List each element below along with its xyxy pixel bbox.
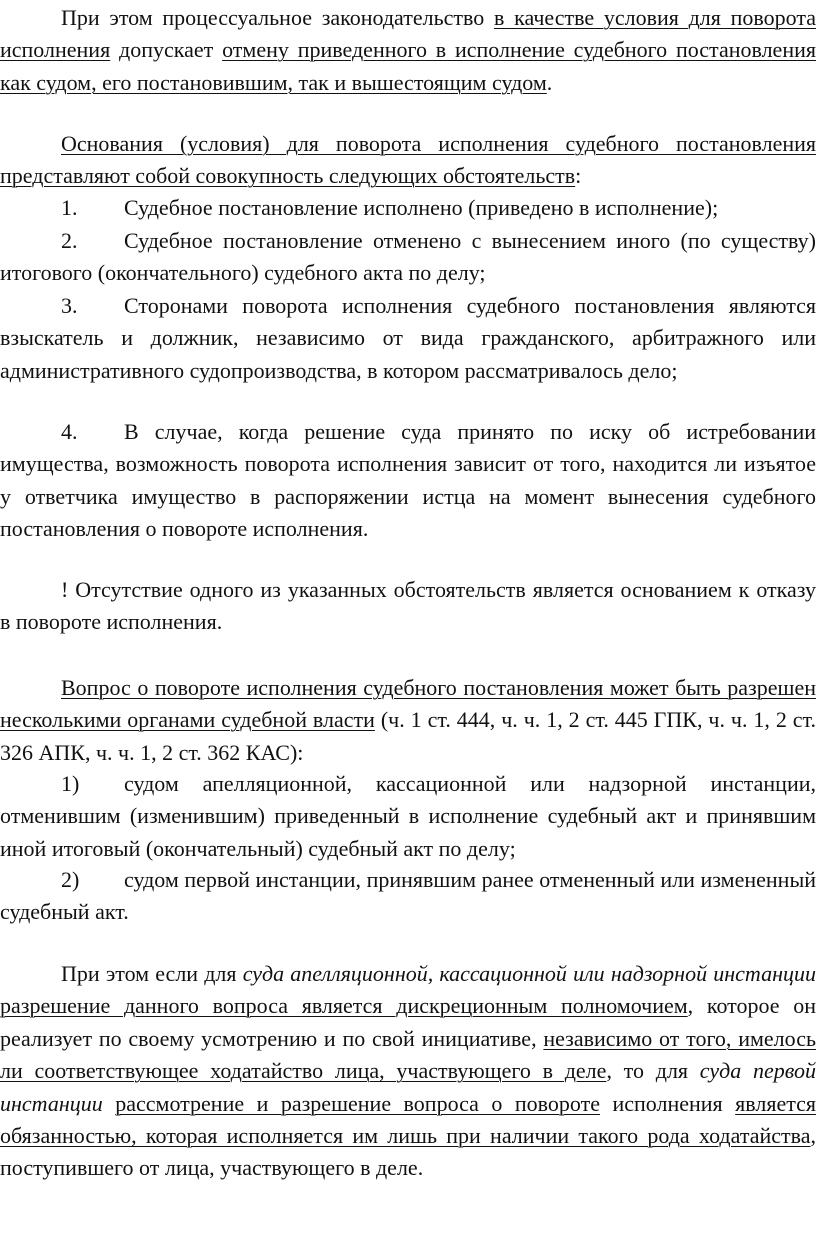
italic-text: суда первой инстанции — [0, 1058, 816, 1116]
list-item-text: Сторонами поворота исполнения судебного постановления являются взыскатель и должник, независимо от вида гражданского, арбитражного или административного судопроизводства, в котором рассматривалось дело; — [0, 293, 816, 383]
text-span: , которое он реализует по своему усмотрению и по свой инициативе, — [0, 993, 816, 1051]
list-item — [0, 416, 816, 546]
underlined-text: разрешение данного вопроса является дискреционным полномочием — [0, 993, 688, 1019]
list-item-number: 2. — [61, 228, 78, 253]
text-span: (ч. 1 ст. 444, ч. ч. 1, 2 ст. 445 ГПК, ч. ч. 1, 2 ст. 326 АПК, ч. ч. 1, 2 ст. 362 КАС): — [0, 707, 816, 765]
list-item-text: Судебное постановление исполнено (приведено в исполнение); — [124, 195, 719, 220]
list-item — [0, 768, 816, 865]
list-item-number: 3. — [61, 293, 78, 318]
paragraph-authorities-heading — [0, 672, 816, 769]
list-item — [0, 192, 816, 224]
paragraph-absence-note — [0, 574, 816, 639]
text-span: При этом процессуальное законодательство — [61, 5, 494, 30]
italic-text: суда апелляционной, кассационной или надзорной инстанции — [242, 961, 816, 986]
underlined-text: рассмотрение и разрешение вопроса о повороте — [115, 1090, 600, 1116]
underlined-text: Вопрос о повороте исполнения судебного постановления может быть разрешен несколькими органами судебной власти — [0, 675, 816, 733]
text-span: При этом если для — [61, 961, 243, 986]
list-item-number: 1) — [61, 771, 80, 796]
underlined-text: в качестве условия для поворота исполнения — [0, 5, 816, 63]
text-span: ! Отсутствие одного из указанных обстоятельств является основанием к отказу в повороте исполнения. — [0, 577, 816, 635]
list-item-text: судом первой инстанции, принявшим ранее отмененный или измененный судебный акт. — [0, 867, 816, 925]
list-item — [0, 225, 816, 290]
text-span: исполнения — [599, 1090, 736, 1116]
underlined-text: отмену приведенного в исполнение судебного постановления как судом, его постановившим, так и вышестоящим судом — [0, 37, 816, 95]
underlined-text: независимо от того, имелось ли соответствующее ходатайство лица, участвующего в деле — [0, 1025, 816, 1084]
list-item-text: Судебное постановление отменено с вынесением иного (по существу) итогового (окончательного) судебного акта по делу; — [0, 228, 816, 286]
paragraph-grounds-heading — [0, 128, 816, 193]
text-span: допускает — [110, 37, 223, 63]
text-span — [103, 1091, 115, 1116]
paragraph-discretion-vs-duty — [0, 958, 816, 1185]
list-item-text: В случае, когда решение суда принято по иску об истребовании имущества, возможность поворота исполнения зависит от того, находится ли изъятое у ответчика имущество в распоряжении истца на момент вынесения судебного постановления о повороте исполнения. — [0, 419, 816, 542]
list-item-number: 2) — [61, 867, 80, 892]
underlined-text: Основания (условия) для поворота исполнения судебного постановления представляют собой совокупность следующих обстоятельств — [0, 131, 816, 189]
text-span: : — [575, 163, 582, 189]
paragraph-reversal-conditions-intro — [0, 2, 816, 99]
text-span: , поступившего от лица, участвующего в деле. — [0, 1123, 816, 1181]
list-item — [0, 290, 816, 387]
list-item-text: судом апелляционной, кассационной или надзорной инстанции, отменившим (изменившим) приведенный в исполнение судебный акт и принявшим иной итоговый (окончательный) судебный акт по делу; — [0, 771, 816, 861]
list-item-number: 4. — [61, 419, 78, 444]
underlined-text: является обязанностью, которая исполняется им лишь при наличии такого рода ходатайства — [0, 1090, 816, 1149]
list-item-number: 1. — [61, 195, 78, 220]
text-span: , то для — [606, 1058, 700, 1084]
list-item — [0, 864, 816, 929]
text-span: . — [546, 69, 553, 95]
